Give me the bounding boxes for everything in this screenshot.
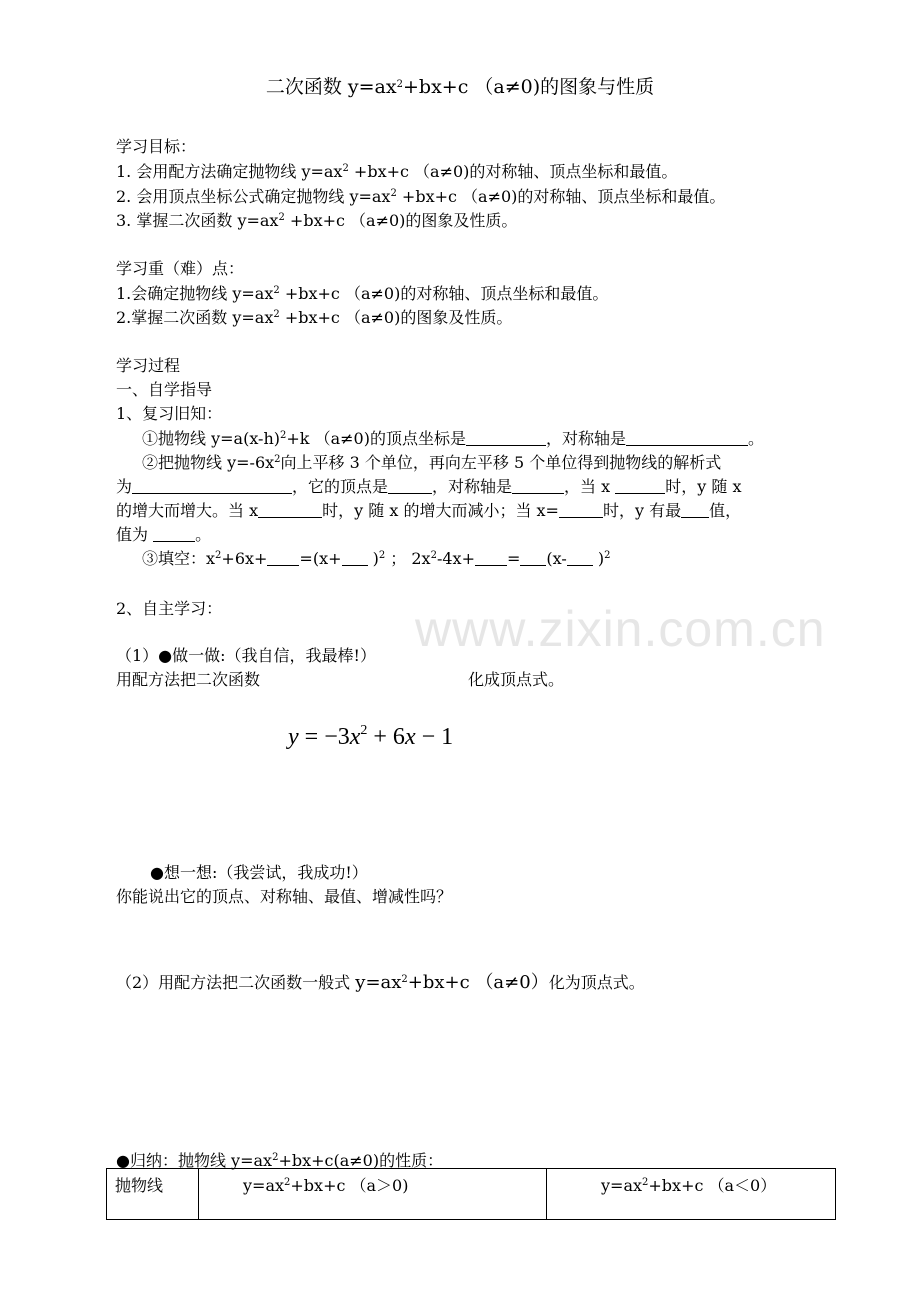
activity2-instruction: （2）用配方法把二次函数一般式 $y=ax^2+bx+c$ （a≠0）化为顶点式。: [116, 972, 645, 993]
answer-blank[interactable]: [258, 501, 322, 518]
review-question-3: ③填空：$x^2+6x+ =(x+ )^2$ ； $2x^2-4x+ = (x-$ )$^2$: [142, 549, 611, 568]
watermark: www.zixin.com.cn: [415, 601, 826, 657]
objective-item: 3. 掌握二次函数 $y=ax^2 +bx+c$ （a≠0)的图象及性质。: [116, 211, 518, 230]
answer-blank[interactable]: [342, 549, 368, 566]
answer-blank[interactable]: [559, 501, 603, 518]
answer-blank[interactable]: [132, 477, 292, 494]
table-row: [107, 1169, 836, 1220]
objective-item: 2. 会用顶点坐标公式确定抛物线 $y=ax^2 +bx+c$ （a≠0)的对称轴、顶点坐标和最值。: [116, 187, 726, 206]
objectives-heading: 学习目标：: [116, 137, 197, 156]
keypoint-item: 1.会确定抛物线 $y=ax^2 +bx+c$ （a≠0)的对称轴、顶点坐标和最值。: [116, 284, 609, 303]
review-question-1: ①抛物线 $y=a(x-h)^2+k$ （a≠0)的顶点坐标是 ，对称轴是 。: [142, 429, 764, 448]
answer-blank[interactable]: [466, 429, 546, 446]
answer-blank[interactable]: [681, 501, 709, 518]
review-question-2-cont: 的增大而增大。当 x 时，y 随 x 的增大而减小；当 x= 时，y 有最 值，: [116, 501, 742, 520]
review-question-2-cont: 为 ，它的顶点是 ，对称轴是 ，当 x 时，y 随 x: [116, 477, 742, 496]
answer-blank[interactable]: [475, 549, 507, 566]
properties-table: [106, 1168, 836, 1220]
think-question: 你能说出它的顶点、对称轴、最值、增减性吗？: [116, 887, 453, 906]
quadratic-formula: $y = -3x^2 + 6x - 1$: [288, 723, 454, 750]
answer-blank[interactable]: [567, 549, 593, 566]
process-heading: 学习过程: [116, 356, 181, 375]
activity1-instruction: 用配方法把二次函数: [116, 670, 261, 689]
answer-blank[interactable]: [615, 477, 665, 494]
review-heading: 1、复习旧知：: [116, 404, 223, 423]
review-question-2-cont: 值为 。: [116, 525, 212, 544]
keypoint-item: 2.掌握二次函数 $y=ax^2 +bx+c$ （a≠0)的图象及性质。: [116, 308, 513, 327]
table-header-cell: $y=ax^2+bx+c$ （a＞0): [199, 1169, 547, 1220]
keypoints-heading: 学习重（难）点：: [116, 259, 245, 278]
answer-blank[interactable]: [388, 477, 432, 494]
table-header-cell: 抛物线: [107, 1169, 199, 1220]
answer-blank[interactable]: [267, 549, 299, 566]
summary-heading: ●归纳：抛物线 $y=ax^2+bx+c(a\ne 0)$的性质：: [116, 1151, 444, 1170]
objective-item: 1. 会用配方法确定抛物线 $y=ax^2 +bx+c$ （a≠0)的对称轴、顶点坐标和最值。: [116, 162, 678, 181]
activity1-instruction-tail: 化成顶点式。: [468, 670, 565, 689]
page-title: 二次函数 $y=ax^2+bx+c$ （a≠0)的图象与性质: [265, 76, 655, 98]
table-header-cell: $y=ax^2+bx+c$ （a＜0）: [547, 1169, 836, 1220]
part1-heading: 一、自学指导: [116, 380, 213, 399]
answer-blank[interactable]: [626, 429, 748, 446]
answer-blank[interactable]: [520, 549, 546, 566]
think-heading: ●想一想:（我尝试，我成功!）: [150, 863, 368, 882]
answer-blank[interactable]: [512, 477, 564, 494]
self-study-heading: 2、自主学习：: [116, 599, 223, 618]
review-question-2: ②把抛物线 $y=-6x^2$向上平移 3 个单位，再向左平移 5 个单位得到抛物线的解析式: [142, 453, 722, 472]
answer-blank[interactable]: [153, 525, 195, 542]
activity1-heading: （1）●做一做:（我自信，我最棒!）: [116, 646, 376, 665]
